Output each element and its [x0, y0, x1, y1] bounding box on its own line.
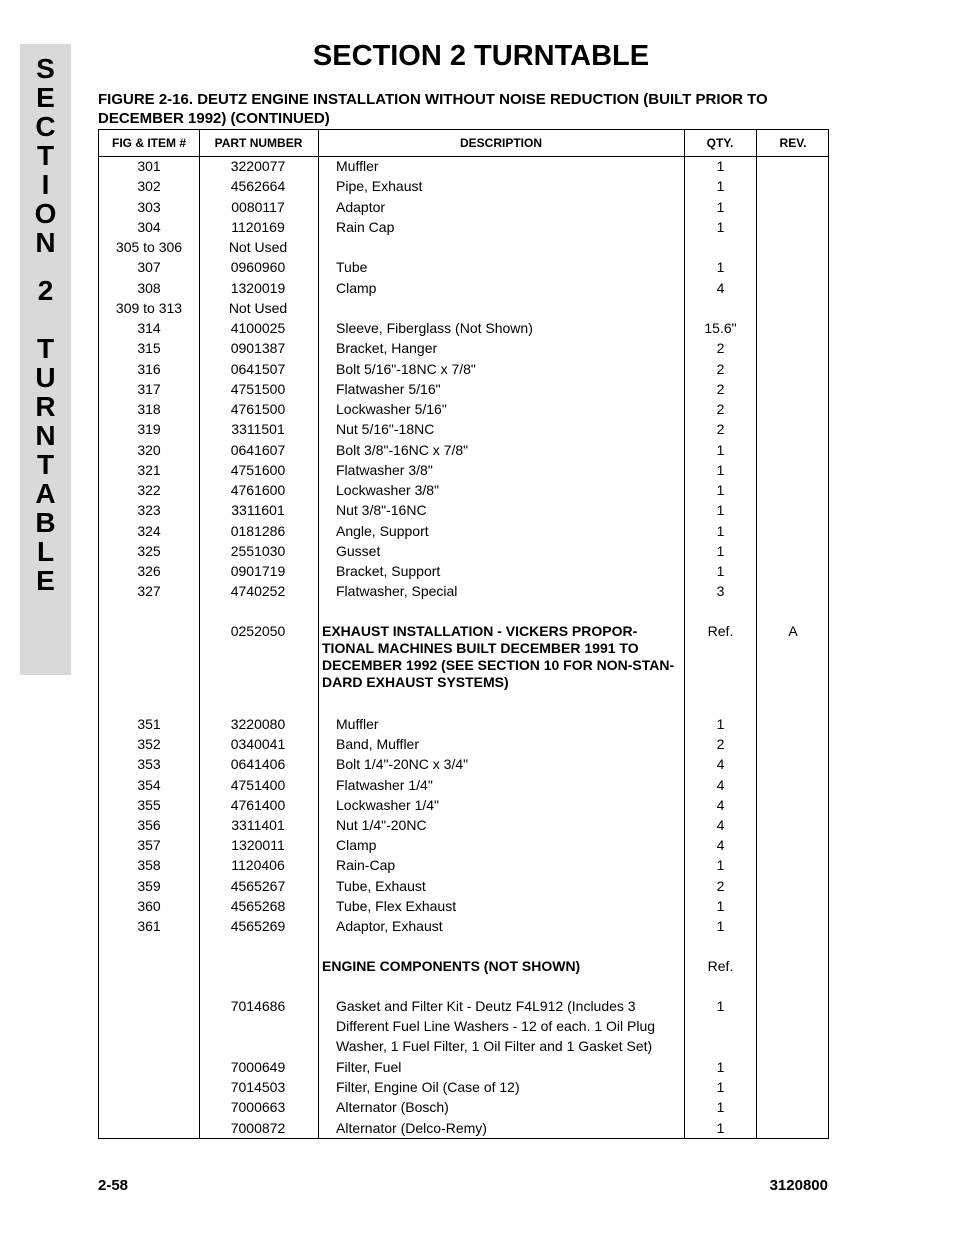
fig-item: 354: [137, 776, 161, 793]
quantity: 1: [716, 461, 725, 478]
fig-item: 304: [137, 218, 161, 235]
part-number: 0181286: [230, 522, 286, 539]
fig-item: 315: [137, 340, 161, 357]
description: Band, Muffler: [336, 736, 420, 753]
side-tab-letter: N: [35, 227, 56, 258]
description: Lockwasher 1/4": [336, 796, 440, 813]
table-row: [99, 714, 830, 734]
table-row: [99, 855, 830, 875]
table-row: [99, 916, 830, 936]
quantity: 1: [716, 482, 725, 498]
table-row: [99, 561, 830, 581]
description: Flatwasher 1/4": [336, 776, 433, 793]
table-row: [99, 521, 830, 541]
table-row: [99, 278, 830, 298]
part-number: 4565268: [230, 897, 286, 914]
part-number: 7014503: [230, 1079, 286, 1096]
part-number: 4751600: [230, 461, 286, 478]
table-row: [99, 775, 830, 795]
description: Lockwasher 3/8": [336, 482, 440, 498]
part-number: Not Used: [228, 299, 288, 316]
part-number: 4761600: [230, 482, 286, 498]
description: Adaptor, Exhaust: [336, 918, 443, 934]
kit-description: Gasket and Filter Kit - Deutz F4L912 (Includes 3 Different Fuel Line Washers - 12 of each. 1 Oil Plug Washer, 1 Fuel Filter, 1 Oil Filter and 1 Gasket Set): [336, 998, 656, 1054]
table-row: [99, 754, 830, 774]
quantity: 4: [716, 279, 725, 296]
table-row: [99, 257, 830, 277]
description: Nut 1/4"-20NC: [336, 817, 427, 833]
quantity: 1: [716, 198, 725, 215]
table-row: [99, 1057, 830, 1077]
description: Sleeve, Fiberglass (Not Shown): [336, 320, 533, 336]
description: Clamp: [336, 279, 377, 296]
fig-item: 353: [137, 756, 161, 773]
quantity: 1: [716, 522, 725, 539]
fig-item: 316: [137, 360, 161, 377]
table-row: [99, 956, 830, 976]
description: Bracket, Support: [336, 563, 441, 579]
description: Tube: [336, 259, 368, 276]
side-tab-letter: E: [36, 565, 55, 596]
table-row: [99, 379, 830, 399]
side-tab-letter: T: [36, 449, 55, 480]
description: Filter, Engine Oil (Case of 12): [336, 1079, 520, 1096]
description: Flatwasher 3/8": [336, 461, 433, 478]
table-row: [99, 1077, 830, 1097]
description: Bolt 5/16"-18NC x 7/8": [336, 360, 476, 377]
table-row: [99, 419, 830, 439]
part-number: 4751500: [230, 380, 286, 397]
fig-item: 327: [137, 583, 161, 600]
fig-item: 324: [137, 522, 161, 539]
quantity: 3: [716, 583, 725, 600]
quantity: 2: [716, 340, 725, 357]
quantity: 1: [716, 1119, 725, 1136]
table-row: [99, 318, 830, 338]
description: Alternator (Delco-Remy): [336, 1119, 487, 1136]
exhaust-group-description: EXHAUST INSTALLATION - VICKERS PROPOR-TIONAL MACHINES BUILT DECEMBER 1991 TO DECEMBER 1992 (SEE SECTION 10 FOR NON-STAN-DARD EXHAUST SYSTEMS): [322, 623, 675, 690]
part-number: 0901387: [230, 340, 286, 357]
fig-item: 326: [137, 563, 161, 579]
header-rev: REV.: [779, 136, 807, 150]
fig-item: 314: [137, 320, 161, 336]
table-row: [99, 480, 830, 500]
fig-item: 360: [137, 897, 161, 914]
quantity: 1: [716, 218, 725, 235]
figure-title: FIGURE 2-16. DEUTZ ENGINE INSTALLATION WITHOUT NOISE REDUCTION (BUILT PRIOR TO DECEMBER 1992) (CONTINUED): [98, 91, 768, 127]
side-tab-letter: T: [36, 140, 55, 171]
fig-item: 318: [137, 401, 161, 417]
quantity: 4: [716, 796, 725, 813]
part-number: 4761500: [230, 401, 286, 417]
part-number: 0641406: [230, 756, 286, 773]
quantity: 1: [716, 542, 725, 559]
header-part-number: PART NUMBER: [214, 136, 303, 150]
part-number: 0340041: [230, 736, 286, 753]
table-row: [99, 896, 830, 916]
fig-item: 309 to 313: [115, 299, 183, 316]
quantity: 1: [716, 502, 725, 519]
page-number: 2-58: [98, 1177, 129, 1194]
part-number: Not Used: [228, 239, 288, 255]
table-row: [99, 1097, 830, 1117]
part-number: 4562664: [230, 178, 286, 195]
part-number: 0080117: [231, 198, 285, 215]
table-row: [99, 734, 830, 754]
description: Alternator (Bosch): [336, 1099, 449, 1116]
side-tab-letter: E: [36, 82, 55, 113]
part-number: 1320019: [230, 279, 286, 296]
side-tab-letter: U: [35, 362, 56, 393]
fig-item: 307: [137, 259, 161, 276]
description: Nut 5/16"-18NC: [336, 421, 435, 438]
table-row: [99, 460, 830, 480]
fig-item: 356: [137, 817, 161, 833]
part-number: 4740252: [230, 583, 286, 600]
quantity: 2: [716, 877, 725, 894]
table-row: [99, 237, 830, 257]
part-number: 0960960: [230, 259, 286, 276]
part-number: 4761400: [230, 796, 286, 813]
part-number: 7014686: [230, 998, 286, 1014]
quantity: 1: [716, 918, 725, 934]
side-tab-letter: S: [36, 53, 55, 84]
part-number: 3311601: [231, 502, 285, 519]
part-number: 0641607: [230, 441, 286, 458]
quantity: 2: [716, 360, 725, 377]
side-tab-letter: C: [35, 111, 56, 142]
part-number: 1120406: [231, 857, 285, 874]
part-number: 1320011: [231, 837, 285, 854]
table-row: [99, 581, 830, 601]
fig-item: 359: [137, 877, 161, 894]
fig-item: 305 to 306: [115, 239, 183, 255]
side-tab-letter: L: [36, 536, 55, 567]
fig-item: 320: [137, 441, 161, 458]
fig-item: 322: [137, 482, 161, 498]
fig-item: 321: [137, 461, 161, 478]
table-row: [99, 176, 830, 196]
fig-item: 358: [137, 857, 161, 874]
quantity: 1: [716, 441, 725, 458]
description: Gusset: [336, 542, 381, 559]
table-row: [99, 197, 830, 217]
quantity: 2: [716, 401, 725, 417]
quantity: Ref.: [707, 623, 734, 639]
fig-item: 319: [137, 421, 161, 438]
quantity: 1: [716, 897, 725, 914]
table-row: [99, 795, 830, 815]
table-row: [99, 541, 830, 561]
section-title: SECTION 2 TURNTABLE: [312, 40, 650, 72]
fig-item: 352: [137, 736, 161, 753]
table-row: [99, 156, 830, 176]
section-side-tab: [20, 44, 71, 675]
description: Rain-Cap: [336, 857, 396, 874]
description: Rain Cap: [336, 218, 395, 235]
description: Bracket, Hanger: [336, 340, 438, 357]
fig-item: 351: [137, 716, 161, 732]
description: Bolt 1/4"-20NC x 3/4": [336, 756, 469, 773]
quantity: 15.6": [704, 320, 737, 336]
description: Muffler: [336, 158, 379, 174]
quantity: 1: [716, 158, 725, 174]
quantity: 1: [716, 178, 725, 195]
part-number: 3311501: [231, 421, 285, 438]
side-tab-letter: O: [34, 198, 57, 229]
table-row: [99, 217, 830, 237]
part-number: 0641507: [230, 360, 286, 377]
fig-item: 301: [137, 158, 161, 174]
part-number: 0252050: [230, 623, 286, 639]
fig-item: 303: [137, 198, 161, 215]
part-number: 1120169: [231, 218, 285, 235]
part-number: 7000649: [230, 1059, 286, 1075]
part-number: 4751400: [230, 776, 286, 793]
side-tab-letter: N: [35, 420, 56, 451]
quantity: 2: [716, 380, 725, 397]
fig-item: 308: [137, 279, 161, 296]
quantity: 4: [716, 837, 725, 854]
part-number: 4565269: [230, 918, 286, 934]
quantity: 2: [716, 421, 725, 438]
fig-item: 317: [137, 380, 161, 397]
quantity: 1: [716, 857, 725, 874]
part-number: 3220077: [230, 158, 286, 174]
header-fig-item: FIG & ITEM #: [111, 136, 186, 150]
quantity: Ref.: [707, 958, 734, 974]
table-row: [99, 1118, 830, 1138]
fig-item: 361: [137, 918, 161, 934]
description: Bolt 3/8"-16NC x 7/8": [336, 441, 469, 458]
description: Lockwasher 5/16": [336, 401, 447, 417]
quantity: 1: [716, 1079, 725, 1096]
revision: A: [788, 623, 798, 639]
side-tab-letter: B: [35, 507, 56, 538]
description: Adaptor: [336, 198, 386, 215]
description: Filter, Fuel: [336, 1059, 402, 1075]
header-description: DESCRIPTION: [459, 136, 542, 150]
quantity: 1: [716, 1059, 725, 1075]
quantity: 2: [716, 736, 725, 753]
description: Clamp: [336, 837, 377, 854]
part-number: 4100025: [230, 320, 286, 336]
table-row: [99, 338, 830, 358]
description: Flatwasher 5/16": [336, 380, 441, 397]
fig-item: 355: [137, 796, 161, 813]
side-tab-letter: 2: [37, 275, 54, 306]
table-row: [99, 835, 830, 855]
side-tab-letter: R: [35, 391, 56, 422]
side-tab-letter: A: [35, 478, 56, 509]
part-number: 4565267: [230, 877, 286, 894]
table-row: [99, 440, 830, 460]
table-row: [99, 500, 830, 520]
part-number: 7000663: [230, 1099, 286, 1116]
quantity: 1: [716, 563, 725, 579]
side-tab-letter: I: [41, 169, 50, 200]
part-number: 3311401: [231, 817, 285, 833]
description: Tube, Exhaust: [336, 877, 426, 894]
parts-table: [98, 129, 829, 1139]
description: Flatwasher, Special: [336, 583, 458, 600]
table-row: [99, 815, 830, 835]
quantity: 4: [716, 776, 725, 793]
quantity: 1: [716, 1099, 725, 1116]
table-row: [99, 298, 830, 318]
fig-item: 323: [137, 502, 161, 519]
description: Angle, Support: [336, 522, 429, 539]
description: Pipe, Exhaust: [336, 178, 423, 195]
part-number: 0901719: [230, 563, 286, 579]
header-qty: QTY.: [706, 136, 734, 150]
table-row: [99, 399, 830, 419]
fig-item: 325: [137, 542, 161, 559]
quantity: 4: [716, 817, 725, 833]
quantity: 4: [716, 756, 725, 773]
quantity: 1: [716, 998, 725, 1014]
description: Tube, Flex Exhaust: [336, 897, 457, 914]
quantity: 1: [716, 259, 725, 276]
document-number: 3120800: [769, 1177, 828, 1194]
quantity: 1: [716, 716, 725, 732]
part-number: 3220080: [230, 716, 286, 732]
side-tab-letter: T: [36, 333, 55, 364]
fig-item: 357: [137, 837, 161, 854]
fig-item: 302: [137, 178, 161, 195]
description: Muffler: [336, 716, 379, 732]
description: Nut 3/8"-16NC: [336, 502, 427, 519]
table-row: [99, 876, 830, 896]
part-number: 2551030: [230, 542, 286, 559]
table-row: [99, 359, 830, 379]
engine-group-description: ENGINE COMPONENTS (NOT SHOWN): [322, 958, 581, 974]
part-number: 7000872: [230, 1119, 286, 1136]
